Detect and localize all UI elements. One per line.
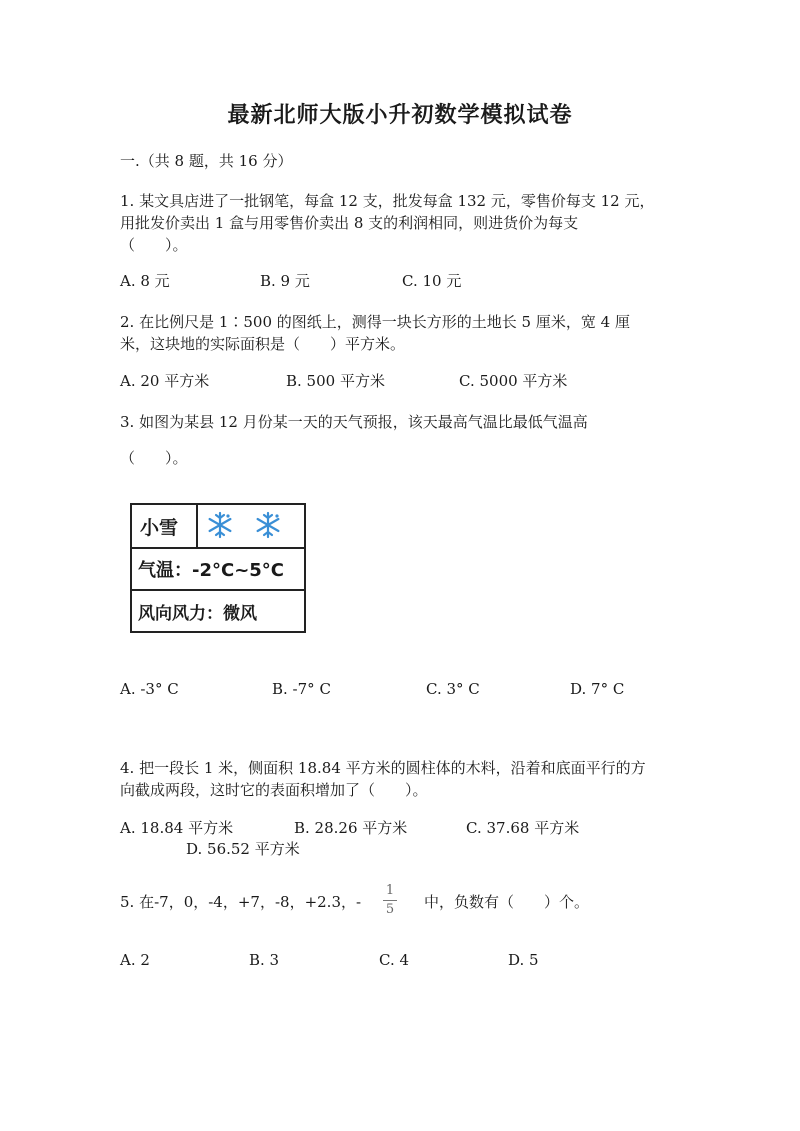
- question-5-option-b[interactable]: B. 3: [249, 951, 280, 969]
- weather-row-condition: [132, 505, 304, 549]
- weather-forecast-figure: [130, 503, 306, 633]
- question-1-option-c[interactable]: C. 10 元: [402, 272, 462, 290]
- snowflake-icon: [206, 511, 234, 539]
- fraction-denominator: 5: [385, 902, 395, 917]
- weather-temperature-label: 气温：-2°C~5°C: [138, 560, 285, 581]
- question-2-line-1: 2. 在比例尺是 1∶500 的图纸上，测得一块长方形的土地长 5 厘米，宽 4 厘: [120, 313, 630, 331]
- question-1-line-1: 1. 某文具店进了一批钢笔，每盒 12 支，批发每盒 132 元，零售价每支 12 元，: [120, 192, 655, 210]
- question-5-option-d[interactable]: D. 5: [508, 951, 539, 969]
- weather-row-wind: [132, 591, 304, 631]
- question-2-option-c[interactable]: C. 5000 平方米: [459, 372, 568, 390]
- weather-divider: [196, 505, 198, 547]
- fraction-one-fifth: [382, 884, 398, 917]
- question-3-option-a[interactable]: A. -3° C: [120, 680, 179, 698]
- question-1-option-a[interactable]: A. 8 元: [120, 272, 170, 290]
- fraction-numerator: 1: [385, 883, 395, 898]
- weather-condition-label: 小雪: [140, 516, 179, 539]
- question-4-option-b[interactable]: B. 28.26 平方米: [294, 819, 408, 837]
- fraction-bar: [383, 900, 397, 901]
- question-3-option-b[interactable]: B. -7° C: [272, 680, 331, 698]
- question-5-text-before: 5. 在-7，0，-4，+7，-8，+2.3，-: [120, 893, 362, 911]
- question-4-option-a[interactable]: A. 18.84 平方米: [120, 819, 234, 837]
- question-4-line-2: 向截成两段，这时它的表面积增加了（ ）。: [120, 781, 428, 799]
- question-5-option-a[interactable]: A. 2: [120, 951, 150, 969]
- question-4-option-d[interactable]: D. 56.52 平方米: [186, 840, 300, 858]
- page-title: 最新北师大版小升初数学模拟试卷: [227, 103, 573, 128]
- question-1-line-2: 用批发价卖出 1 盒与用零售价卖出 8 支的利润相同，则进货价为每支: [120, 214, 579, 232]
- question-1-line-3: （ ）。: [120, 236, 188, 254]
- question-2-option-a[interactable]: A. 20 平方米: [120, 372, 210, 390]
- weather-row-temperature: [132, 549, 304, 591]
- question-3-line-2: （ ）。: [120, 449, 188, 467]
- question-5-option-c[interactable]: C. 4: [379, 951, 410, 969]
- question-3-line-1: 3. 如图为某县 12 月份某一天的天气预报，该天最高气温比最低气温高: [120, 413, 588, 431]
- question-4-option-c[interactable]: C. 37.68 平方米: [466, 819, 580, 837]
- question-4-line-1: 4. 把一段长 1 米，侧面积 18.84 平方米的圆柱体的木料，沿着和底面平行的方: [120, 759, 646, 777]
- snowflake-icon: [254, 511, 282, 539]
- question-5-text-after: 中，负数有（ ）个。: [424, 893, 590, 911]
- weather-wind-label: 风向风力：微风: [138, 603, 257, 624]
- question-1-option-b[interactable]: B. 9 元: [260, 272, 310, 290]
- question-3-option-d[interactable]: D. 7° C: [570, 680, 625, 698]
- question-2-line-2: 米，这块地的实际面积是（ ）平方米。: [120, 335, 406, 353]
- section-header: 一.（共 8 题，共 16 分）: [120, 152, 293, 170]
- question-3-option-c[interactable]: C. 3° C: [426, 680, 480, 698]
- question-2-option-b[interactable]: B. 500 平方米: [286, 372, 385, 390]
